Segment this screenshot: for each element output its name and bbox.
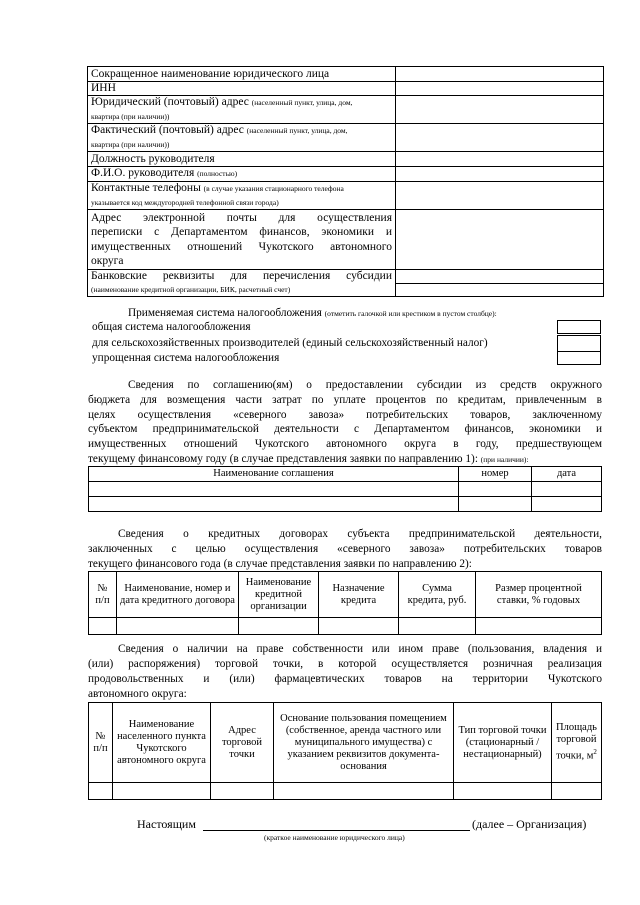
- inn-value[interactable]: [396, 82, 604, 96]
- footer-tail: (далее – Организация): [472, 817, 587, 831]
- footer-lead: Настоящим: [137, 817, 196, 831]
- table-row: [89, 618, 602, 635]
- tax-checkbox-simplified[interactable]: [557, 351, 601, 365]
- table-cell[interactable]: [274, 783, 454, 800]
- col-outlet-address: Адрес торговой точки: [211, 703, 274, 783]
- org-short-name-value[interactable]: [396, 67, 604, 82]
- email-label: Адрес электронной почты для осуществления переписки с Департаментом финансов, экономики и имущественных отношений Чукотского автономного округа: [88, 210, 396, 270]
- table-cell[interactable]: [552, 783, 602, 800]
- table-row: [89, 497, 602, 512]
- col-credit-number: № п/п: [89, 572, 117, 618]
- table-cell[interactable]: [89, 783, 113, 800]
- head-position-value[interactable]: [396, 152, 604, 167]
- table-cell[interactable]: [113, 783, 211, 800]
- table-row: [88, 67, 604, 82]
- col-outlet-area: Площадь торговой точки, $м^2$: [552, 703, 602, 783]
- table-cell[interactable]: [532, 497, 602, 512]
- head-name-label: Ф.И.О. руководителя (полностью): [88, 167, 396, 182]
- footer-caption: (краткое наименование юридического лица): [264, 833, 405, 842]
- bank-details-value[interactable]: [396, 270, 604, 297]
- table-row: [88, 82, 604, 96]
- phones-label: Контактные телефоны (в случае указания стационарного телефона указывается код междугородней телефонной связи города): [88, 182, 396, 210]
- table-row: [89, 572, 602, 618]
- tax-option-agricultural: для сельскохозяйственных производителей (единый сельскохозяйственный налог): [92, 337, 488, 349]
- tax-option-simplified: упрощенная система налогообложения: [92, 352, 280, 364]
- table-row: [88, 270, 604, 297]
- table-cell[interactable]: [211, 783, 274, 800]
- table-row: [89, 783, 602, 800]
- email-value[interactable]: [396, 210, 604, 270]
- col-outlet-number: № п/п: [89, 703, 113, 783]
- table-cell[interactable]: [319, 618, 399, 635]
- inn-label: ИНН: [88, 82, 396, 96]
- outlets-table: [88, 702, 602, 800]
- table-row: [88, 182, 604, 210]
- table-row: [88, 167, 604, 182]
- col-outlet-settlement: Наименование населенного пункта Чукотского автономного округа: [113, 703, 211, 783]
- tax-option-general: общая система налогообложения: [92, 321, 251, 333]
- head-name-value[interactable]: [396, 167, 604, 182]
- table-cell[interactable]: [476, 618, 602, 635]
- credits-paragraph: Сведения о кредитных договорах субъекта предпринимательской деятельности, заключенных с целью осуществления «северного завоза» потребительских товаров текущего финансового года (в случае представления заявки по направлению 2):: [88, 528, 602, 570]
- col-agreement-number: номер: [459, 467, 532, 482]
- table-row: [88, 96, 604, 124]
- table-row: [89, 482, 602, 497]
- org-short-name-line[interactable]: [203, 830, 470, 831]
- table-row: [88, 152, 604, 167]
- table-cell[interactable]: [459, 497, 532, 512]
- phones-value[interactable]: [396, 182, 604, 210]
- col-agreement-name: Наименование соглашения: [89, 467, 459, 482]
- tax-checkbox-general[interactable]: [557, 320, 601, 334]
- credits-table: [88, 571, 602, 635]
- col-credit-purpose: Назначение кредита: [319, 572, 399, 618]
- table-cell[interactable]: [239, 618, 319, 635]
- table-cell[interactable]: [459, 482, 532, 497]
- table-row: [89, 703, 602, 783]
- legal-address-value[interactable]: [396, 96, 604, 124]
- organization-info-table: [87, 66, 604, 297]
- table-cell[interactable]: [117, 618, 239, 635]
- table-row: [88, 124, 604, 152]
- table-cell[interactable]: [89, 497, 459, 512]
- tax-checkbox-agricultural[interactable]: [557, 335, 601, 352]
- col-credit-amount: Сумма кредита, руб.: [399, 572, 476, 618]
- table-row: [89, 467, 602, 482]
- bank-details-label: Банковские реквизиты для перечисления субсидии (наименование кредитной организации, БИК, расчетный счет): [88, 270, 396, 297]
- actual-address-label: Фактический (почтовый) адрес (населенный пункт, улица, дом, квартира (при наличии)): [88, 124, 396, 152]
- org-short-name-label: Сокращенное наименование юридического лица: [88, 67, 396, 82]
- agreements-paragraph: Сведения по соглашению(ям) о предоставлении субсидии из средств окружного бюджета для возмещения части затрат по уплате процентов по кредитам, привлеченным в целях осуществления «северного завоза» потребительских товаров, заключенному субъектом предпринимательской деятельности с Департаментом финансов, экономики и имущественных отношений Чукотского автономного округа в году, предшествующем текущему финансовому году (в случае представления заявки по направлению 1): (при наличии):: [88, 379, 602, 465]
- actual-address-value[interactable]: [396, 124, 604, 152]
- tax-system-intro: Применяемая система налогообложения (отметить галочкой или крестиком в пустом столбце):: [128, 307, 497, 319]
- col-outlet-basis: Основание пользования помещением (собственное, аренда частного или муниципального имущества) с указанием реквизитов документа-основания: [274, 703, 454, 783]
- table-cell[interactable]: [89, 482, 459, 497]
- col-credit-contract: Наименование, номер и дата кредитного договора: [117, 572, 239, 618]
- table-cell[interactable]: [454, 783, 552, 800]
- legal-address-label: Юридический (почтовый) адрес (населенный пункт, улица, дом, квартира (при наличии)): [88, 96, 396, 124]
- table-cell[interactable]: [399, 618, 476, 635]
- col-credit-organization: Наименование кредитной организации: [239, 572, 319, 618]
- col-agreement-date: дата: [532, 467, 602, 482]
- table-row: [88, 210, 604, 270]
- table-cell[interactable]: [89, 618, 117, 635]
- table-cell[interactable]: [532, 482, 602, 497]
- col-credit-rate: Размер процентной ставки, % годовых: [476, 572, 602, 618]
- outlets-paragraph: Сведения о наличии на праве собственности или ином праве (пользования, владения и (или) распоряжения) торговой точки, в которой осуществляется розничная реализация продовольственных и (или) фармацевтических товаров на территории Чукотского автономного округа:: [88, 643, 602, 700]
- col-outlet-type: Тип торговой точки (стационарный / нестационарный): [454, 703, 552, 783]
- agreements-table: [88, 466, 602, 512]
- head-position-label: Должность руководителя: [88, 152, 396, 167]
